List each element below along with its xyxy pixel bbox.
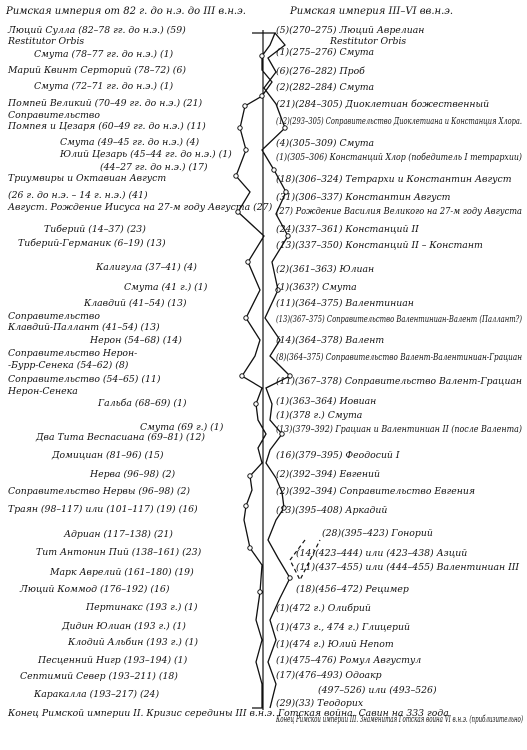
left-entry: Адриан (117–138) (21) xyxy=(64,529,173,540)
right-entry: (21)(284–305) Диоклетиан божественный xyxy=(276,99,490,110)
left-entry: (26 г. до н.э. – 14 г. н.э.) (41) xyxy=(8,190,148,201)
right-entry: (1)(305–306) Констанций Хлор (победитель I тетрархии) xyxy=(276,152,523,163)
left-entry: Марий Квинт Серторий (78–72) (6) xyxy=(8,65,186,76)
right-entry: (28)(395–423) Гонорий xyxy=(322,528,433,539)
left-entry: Гальба (68–69) (1) xyxy=(98,398,187,409)
left-entry: Клавдий (41–54) (13) xyxy=(84,298,187,309)
right-entry: (11)(367–378) Соправительство Валент-Грациан xyxy=(276,376,522,387)
left-entry: Соправительство xyxy=(8,311,100,322)
left-entry: -Бурр-Сенека (54–62) (8) xyxy=(8,360,129,371)
right-entry: (14)(423–444) или (423–438) Азций xyxy=(296,548,468,559)
left-entry: Люций Сулла (82–78 гг. до н.э.) (59) xyxy=(8,25,186,36)
left-entry: Люций Коммод (176–192) (16) xyxy=(20,584,170,595)
dashed-branch xyxy=(290,540,320,580)
right-entry: (2)(392–394) Соправительство Евгения xyxy=(276,486,476,497)
left-entry: Соправительство Нерон- xyxy=(8,348,138,359)
left-entry: Дидин Юлиан (193 г.) (1) xyxy=(62,621,186,632)
right-entry: (13)(379–392) Грациан и Валентиниан II (после Валента) xyxy=(276,424,523,435)
left-entry: Тиберий (14–37) (23) xyxy=(44,224,146,235)
left-entry: Тит Антонин Пий (138–161) (23) xyxy=(36,547,202,558)
header-left: Римская империя от 82 г. до н.э. до III в.н.э. xyxy=(6,6,246,17)
right-entry: (2)(282–284) Смута xyxy=(276,82,375,93)
right-entry: (27) Рождение Василия Великого на 27-м году Августа xyxy=(276,206,522,217)
left-entry: Траян (98–117) или (101–117) (19) (16) xyxy=(8,504,198,515)
left-entry: Марк Аврелий (161–180) (19) xyxy=(50,567,194,578)
right-entry: (31)(306–337) Константин Август xyxy=(276,192,451,203)
header-right: Римская империя III–VI вв.н.э. xyxy=(290,6,454,17)
left-entry: Каракалла (193–217) (24) xyxy=(34,689,160,700)
right-entry: (13)(395–408) Аркадий xyxy=(276,505,388,516)
right-entry: (11)(437–455) или (444–455) Валентиниан III xyxy=(296,562,520,573)
right-entry: (18)(456–472) Рецимер xyxy=(296,584,409,595)
dynasty-curve xyxy=(236,33,275,708)
left-entry: Песценний Нигр (193–194) (1) xyxy=(38,655,188,666)
left-entry: Клавдий-Паллант (41–54) (13) xyxy=(8,322,160,333)
left-entry: Помпея и Цезаря (60–49 гг. до н.э.) (11) xyxy=(8,121,206,132)
left-entry: (44–27 гг. до н.э.) (17) xyxy=(100,162,208,173)
left-entry: Клодий Альбин (193 г.) (1) xyxy=(68,637,199,648)
right-entry: (1)(363–364) Иовиан xyxy=(276,396,377,407)
left-entry: Смута (49–45 гг. до н.э.) (4) xyxy=(60,137,200,148)
right-entry: (6)(276–282) Проб xyxy=(276,66,365,77)
left-entry: Соправительство Нервы (96–98) (2) xyxy=(8,486,191,497)
right-entry: (2)(392–394) Евгений xyxy=(276,469,381,480)
right-entry: (2)(361–363) Юлиан xyxy=(276,264,375,275)
right-entry: (497–526) или (493–526) xyxy=(318,685,437,696)
right-entry: (17)(476–493) Одоакр xyxy=(276,670,382,681)
left-column xyxy=(7,25,449,719)
left-entry: Соправительство xyxy=(8,110,100,121)
right-entry: (1)(474 г.) Юлий Непот xyxy=(276,639,394,650)
right-entry: (13)(337–350) Констанций II – Констант xyxy=(276,240,483,251)
left-entry: Тиберий-Германик (6–19) (13) xyxy=(18,238,166,249)
right-entry: Restitutor Orbis xyxy=(330,36,407,47)
right-entry: (1)(378 г.) Смута xyxy=(276,410,363,421)
right-entry: (5)(270–275) Люций Аврелиан xyxy=(276,25,425,36)
left-entry: Смута (41 г.) (1) xyxy=(124,282,208,293)
left-entry: Август. Рождение Иисуса на 27-м году Августа (27) xyxy=(8,202,273,213)
left-entry: Нерон (54–68) (14) xyxy=(90,335,182,346)
left-entry: Домициан (81–96) (15) xyxy=(52,450,164,461)
right-entry: (1)(472 г.) Олибрий xyxy=(276,603,371,614)
left-entry: Помпей Великий (70–49 гг. до н.э.) (21) xyxy=(8,98,203,109)
right-entry: (14)(364–378) Валент xyxy=(276,335,385,346)
left-entry: Смута (72–71 гг. до н.э.) (1) xyxy=(34,81,174,92)
right-entry: (12)(293–305) Соправительство Диоклетиана и Констанция Хлора. xyxy=(276,116,523,127)
left-entry: Триумвиры и Октавиан Август xyxy=(8,173,167,184)
left-entry: Restitutor Orbis xyxy=(8,36,85,47)
right-entry: (11)(364–375) Валентиниан xyxy=(276,298,414,309)
right-footer: Конец Римской империи III. Знаменитая Готская война VI в.н.э. (приблизительно) xyxy=(275,714,524,725)
left-entry: Нерон-Сенека xyxy=(8,386,78,397)
left-entry: Септимий Север (193–211) (18) xyxy=(20,671,178,682)
left-entry: Калигула (37–41) (4) xyxy=(96,262,197,273)
right-entry: (16)(379–395) Феодосий I xyxy=(276,450,400,461)
right-entry: (4)(305–309) Смута xyxy=(276,138,375,149)
left-entry: Пертинакс (193 г.) (1) xyxy=(86,602,198,613)
right-entry: (1)(275–276) Смута xyxy=(276,47,375,58)
right-entry: (18)(306–324) Тетрархи и Константин Август xyxy=(276,174,512,185)
right-entry: (8)(364–375) Соправительство Валент-Валентиниан-Грациан xyxy=(276,352,522,363)
right-entry: (1)(363?) Смута xyxy=(276,282,357,293)
left-footer: Конец Римской империи II. Кризис середины III в.н.э. Готская война. Савин на 333 года xyxy=(8,708,449,719)
right-entry: (1)(475–476) Ромул Августул xyxy=(276,655,422,666)
left-entry: Два Тита Веспасиана (69–81) (12) xyxy=(36,432,206,443)
left-entry: Смута (78–77 гг. до н.э.) (1) xyxy=(34,49,174,60)
right-column xyxy=(275,25,523,725)
right-entry: (24)(337–361) Констанций II xyxy=(276,224,419,235)
right-entry: (1)(473 г., 474 г.) Глицерий xyxy=(276,622,410,633)
left-entry: Юлий Цезарь (45–44 гг. до н.э.) (1) xyxy=(60,149,232,160)
left-entry: Соправительство (54–65) (11) xyxy=(8,374,161,385)
left-entry: Нерва (96–98) (2) xyxy=(90,469,176,480)
right-entry: (29)(33) Теодорих xyxy=(276,698,364,709)
right-entry: (13)(367–375) Соправительство Валентиниан-Валент (Паллант?) xyxy=(276,314,523,325)
left-entry: Смута (69 г.) (1) xyxy=(140,422,224,433)
